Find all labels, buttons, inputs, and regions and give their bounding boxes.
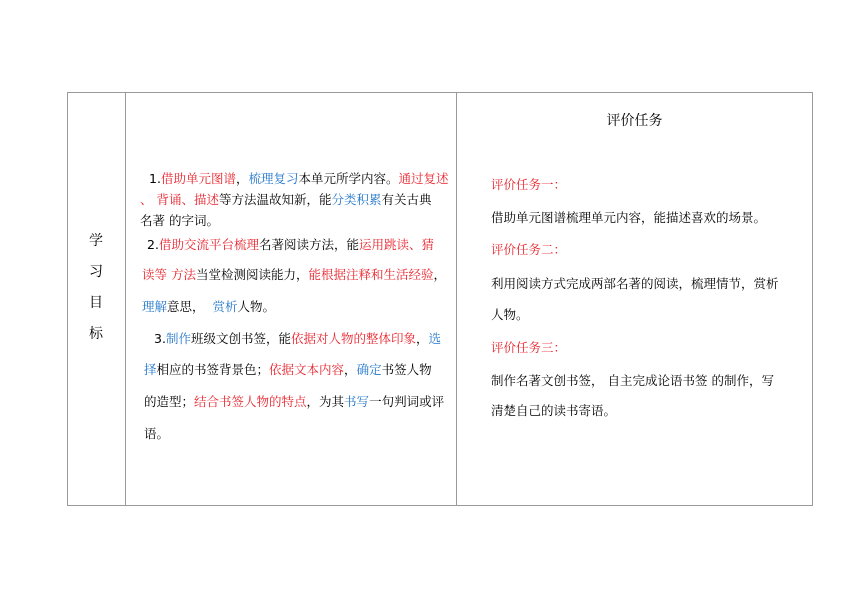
goal-3-number: 3. (154, 331, 166, 346)
label-char-3: 目 (89, 295, 103, 311)
task-3-label: 评价任务三： (491, 340, 567, 355)
goal-1-line-1 (149, 170, 463, 187)
goal-1-line-2 (140, 191, 454, 208)
goal-1-text: 等方法温故知新，能 (218, 192, 332, 207)
goal-2-line-3 (142, 298, 456, 315)
goal-1-keyword-a: 借助单元图谱 (160, 171, 236, 186)
task-2-label: 评价任务二： (491, 242, 567, 257)
goal-1-text: 名著 的字词。 (140, 213, 219, 228)
goal-3-line-2 (144, 361, 458, 378)
goal-1-text: 本单元所学内容。 (298, 171, 399, 186)
goal-1-keyword-b: 梳理复习 (248, 171, 299, 186)
task-1-text: 借助单元图谱梳理单元内容，能描述喜欢的场景。 (491, 210, 767, 225)
goal-3-text: ， (415, 331, 429, 346)
goal-3-text: ， (344, 362, 357, 377)
goal-3-keyword-h: 书写 (344, 394, 370, 409)
goal-3-keyword-f: 确定 (356, 362, 382, 377)
goal-1-line-3 (140, 212, 454, 229)
goal-1-keyword-c: 通过复述 (398, 171, 449, 186)
goal-2-text: ， (433, 267, 447, 282)
goal-2-keyword-b: 运用跳读、猜 (358, 237, 434, 252)
goal-3-line-3 (144, 393, 458, 410)
goal-3-text: 相应的书签背景色； (156, 362, 270, 377)
goal-3-keyword-c: 选 (428, 331, 442, 346)
goal-2-text: 意思， (167, 299, 205, 314)
goal-1-keyword-e: 分类积累 (331, 192, 382, 207)
goal-3-line-1 (154, 330, 468, 347)
goal-3-text: 班级文创书签，能 (190, 331, 291, 346)
goal-3-text: 的造型； (144, 394, 195, 409)
goal-2-keyword-c: 读等 方法 (142, 267, 196, 282)
lesson-table (67, 92, 813, 506)
goal-2-number: 2. (147, 237, 159, 252)
task-3-text-line-1: 制作名著文创书签， 自主完成论语书签 的制作，写 (491, 373, 774, 388)
goal-3-text: ，为其 (306, 394, 345, 409)
goal-2-text: 名著阅读方法，能 (258, 237, 359, 252)
task-2-text-line-2: 人物。 (491, 307, 529, 322)
label-column (68, 93, 126, 505)
goal-3-keyword-a: 制作 (165, 331, 191, 346)
goal-1-keyword-d: 、 背诵、描述 (140, 192, 219, 207)
task-1-label: 评价任务一： (491, 177, 567, 192)
goal-2-keyword-f: 赏析 (212, 299, 238, 314)
goal-2-keyword-d: 能根据注释和生活经验 (308, 267, 434, 282)
goal-2-text: 当堂检测阅读能力， (195, 267, 309, 282)
goal-1-text: ， (235, 171, 249, 186)
goal-2-line-2 (142, 266, 456, 283)
label-char-1: 学 (89, 233, 103, 249)
label-char-2: 习 (89, 264, 103, 280)
evaluation-title: 评价任务 (606, 113, 663, 129)
task-3-text-line-2: 清楚自己的读书寄语。 (491, 403, 617, 418)
goal-3-keyword-b: 依据对人物的整体印象 (290, 331, 416, 346)
goal-2-text: 人物。 (237, 299, 276, 314)
goal-3-keyword-g: 结合书签人物的特点 (194, 394, 307, 409)
goal-1-number: 1. (149, 171, 161, 186)
goal-3-text: 语。 (144, 426, 170, 441)
evaluation-column (457, 93, 812, 505)
goal-3-keyword-d: 择 (144, 362, 157, 377)
label-char-4: 标 (89, 326, 103, 342)
goal-3-line-4 (144, 425, 458, 442)
goal-1-text: 有关古典 (381, 192, 432, 207)
goal-2-keyword-e: 理解 (142, 299, 168, 314)
goal-2-line-1 (147, 236, 461, 253)
goals-column (126, 93, 457, 505)
goal-2-keyword-a: 借助交流平台梳理 (158, 237, 259, 252)
goal-3-text: 一句判词或评 (369, 394, 445, 409)
task-2-text-line-1: 利用阅读方式完成两部名著的阅读，梳理情节，赏析 (491, 276, 779, 291)
goal-3-keyword-e: 依据文本内容 (269, 362, 345, 377)
goal-3-text: 书签人物 (381, 362, 432, 377)
